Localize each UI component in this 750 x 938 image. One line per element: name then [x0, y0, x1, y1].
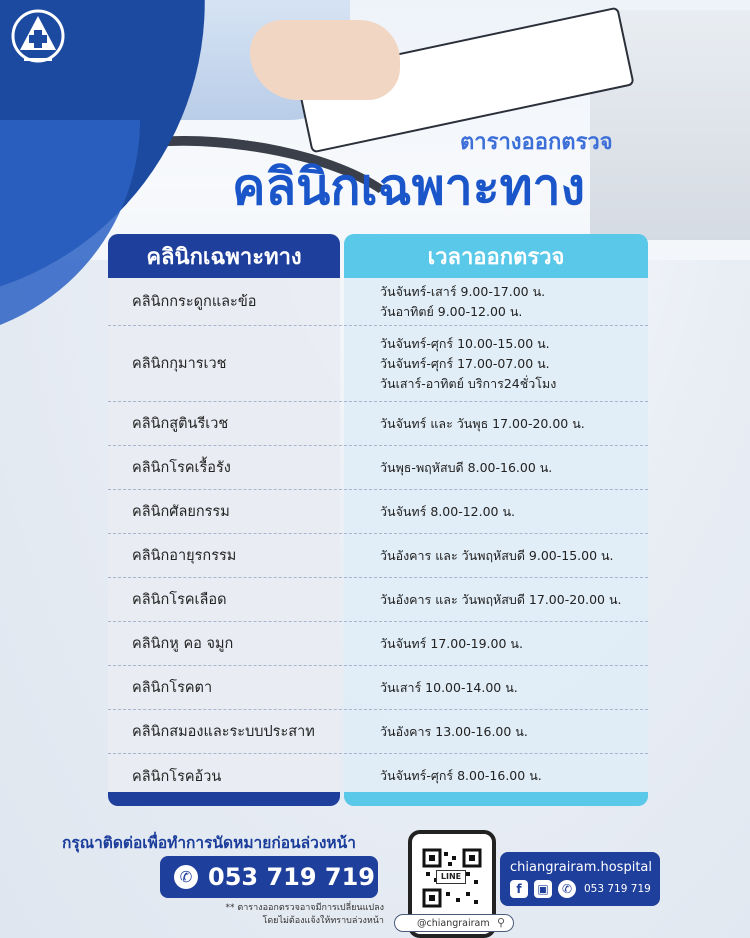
hours-line: วันอาทิตย์ 9.00-12.00 น.: [380, 303, 523, 319]
social-icons: [510, 880, 651, 898]
facebook-icon[interactable]: f: [510, 880, 528, 898]
table-row: [108, 754, 648, 798]
clinic-name: คลินิกสมองและระบบประสาท: [132, 724, 315, 740]
column-header-time: เวลาออกตรวจ: [344, 234, 648, 278]
clinic-name: คลินิกศัลยกรรม: [132, 504, 230, 520]
phone-icon[interactable]: ✆: [558, 880, 576, 898]
clinic-hours: [344, 446, 648, 489]
table-row: [108, 622, 648, 666]
clinic-hours: [344, 326, 648, 401]
clinic-name: คลินิกกระดูกและข้อ: [132, 294, 257, 310]
schedule-disclaimer: [198, 902, 384, 928]
clinic-hours: [344, 402, 648, 445]
hours-line: วันจันทร์-ศุกร์ 17.00-07.00 น.: [380, 355, 550, 371]
clinic-hours: [344, 622, 648, 665]
line-handle-search[interactable]: [394, 914, 514, 932]
hours-line: วันจันทร์ 17.00-19.00 น.: [380, 635, 523, 651]
disclaimer-line: โดยไม่ต้องแจ้งให้ทราบล่วงหน้า: [262, 916, 384, 926]
phone-icon: ✆: [174, 865, 198, 889]
clinic-hours: [344, 534, 648, 577]
clinic-name: คลินิกอายุรกรรม: [132, 548, 237, 564]
clinic-hours: [344, 754, 648, 798]
hours-line: วันจันทร์-เสาร์ 9.00-17.00 น.: [380, 283, 546, 299]
clinic-name: คลินิกโรคอ้วน: [132, 768, 222, 785]
search-icon: ⚲: [496, 916, 505, 929]
table-row: [108, 710, 648, 754]
table-row: [108, 402, 648, 446]
line-badge: LINE: [436, 870, 466, 884]
table-row: [108, 666, 648, 710]
column-header-clinic: คลินิกเฉพาะทาง: [108, 234, 340, 278]
disclaimer-line: ** ตารางออกตรวจอาจมีการเปลี่ยนแปลง: [225, 903, 384, 913]
clinic-name: คลินิกสูตินรีเวช: [132, 416, 229, 432]
hours-line: วันอังคาร 13.00-16.00 น.: [380, 723, 528, 739]
hours-line: วันพุธ-พฤหัสบดี 8.00-16.00 น.: [380, 459, 553, 475]
hours-line: วันอังคาร และ วันพฤหัสบดี 17.00-20.00 น.: [380, 591, 622, 607]
instagram-icon[interactable]: ▣: [534, 880, 552, 898]
clinic-name: คลินิกโรคเรื้อรัง: [132, 460, 231, 476]
table-row: [108, 278, 648, 326]
clinic-name: คลินิกกุมารเวช: [132, 356, 227, 372]
line-handle: @chiangrairam: [417, 917, 490, 929]
page-subtitle: ตารางออกตรวจ: [460, 130, 613, 155]
hours-line: วันจันทร์ และ วันพุธ 17.00-20.00 น.: [380, 415, 585, 431]
clinic-hours: [344, 490, 648, 533]
table-row: [108, 326, 648, 402]
clinic-hours: [344, 666, 648, 709]
hours-line: วันจันทร์-ศุกร์ 10.00-15.00 น.: [380, 335, 550, 351]
hours-line: วันอังคาร และ วันพฤหัสบดี 9.00-15.00 น.: [380, 547, 614, 563]
hours-line: วันจันทร์ 8.00-12.00 น.: [380, 503, 515, 519]
clinic-hours: [344, 710, 648, 753]
social-phone-number: 053 719 719: [584, 883, 651, 895]
clinic-name: คลินิกโรคตา: [132, 680, 213, 696]
hand-image: [250, 20, 400, 100]
hours-line: วันเสาร์-อาทิตย์ บริการ24ชั่วโมง: [380, 375, 557, 391]
clinic-hours: [344, 578, 648, 621]
hours-line: วันจันทร์-ศุกร์ 8.00-16.00 น.: [380, 768, 542, 783]
phone-button[interactable]: [160, 856, 378, 898]
table-row: [108, 490, 648, 534]
clinic-name: คลินิกโรคเลือด: [132, 592, 227, 608]
hospital-logo-icon: [10, 8, 66, 68]
appointment-note: กรุณาติดต่อเพื่อทำการนัดหมายก่อนล่วงหน้า: [62, 834, 356, 852]
hours-line: วันเสาร์ 10.00-14.00 น.: [380, 679, 518, 695]
table-row: [108, 446, 648, 490]
clinic-hours: [344, 278, 648, 325]
social-account-name: chiangrairam.hospital: [510, 860, 652, 875]
table-row: [108, 578, 648, 622]
clinic-name: คลินิกหู คอ จมูก: [132, 636, 234, 652]
phone-number: 053 719 719: [208, 863, 376, 891]
schedule-table: [108, 278, 648, 798]
page-title: คลินิกเฉพาะทาง: [232, 158, 586, 216]
table-row: [108, 534, 648, 578]
